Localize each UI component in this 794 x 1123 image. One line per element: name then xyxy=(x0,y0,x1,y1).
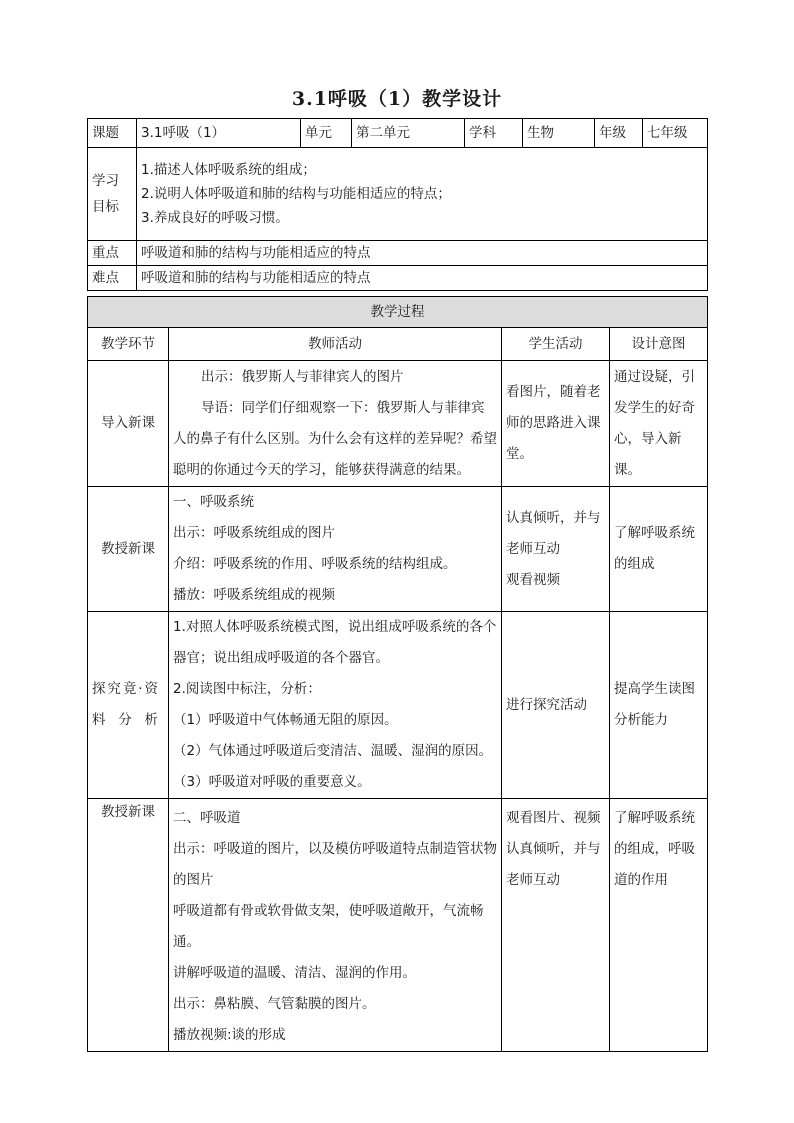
intent-cell: 提高学生读图分析能力 xyxy=(610,612,708,799)
goals-label: 学习目标 xyxy=(88,148,137,241)
difficulty-label: 难点 xyxy=(88,266,137,291)
subject-label: 学科 xyxy=(465,119,523,148)
process-header-row xyxy=(88,328,708,361)
topic-label: 课题 xyxy=(88,119,137,148)
difficulty-row xyxy=(88,266,708,291)
process-banner-row xyxy=(88,297,708,328)
goal-item: 1.描述人体呼吸系统的组成； xyxy=(141,162,316,178)
process-row xyxy=(88,487,708,612)
process-row xyxy=(88,361,708,487)
stage-cell: 导入新课 xyxy=(88,361,169,487)
goals-row xyxy=(88,148,708,241)
grade-value: 七年级 xyxy=(643,119,708,148)
header-student: 学生活动 xyxy=(502,328,610,361)
teacher-cell: 出示：俄罗斯人与菲律宾人的图片 导语：同学们仔细观察一下：俄罗斯人与菲律宾人的鼻子有什么区别。为什么会有这样的差异呢？希望聪明的你通过今天的学习，能够获得满意的结果。 xyxy=(169,361,502,487)
teacher-cell: 二、呼吸道 出示：呼吸道的图片，以及模仿呼吸道特点制造管状物的图片 呼吸道都有骨或软骨做支架，使呼吸道敞开，气流畅通。 讲解呼吸道的温暖、清洁、湿润的作用。 出示：鼻粘膜、气管黏膜的图片。 播放视频:谈的形成 xyxy=(169,799,502,1052)
student-cell: 观看图片、视频 认真倾听，并与老师互动 xyxy=(502,799,610,1052)
process-row xyxy=(88,799,708,1052)
topic-value: 3.1呼吸（1） xyxy=(137,119,301,148)
student-cell: 看图片，随着老师的思路进入课堂。 xyxy=(502,361,610,487)
process-row xyxy=(88,612,708,799)
stage-cell: 探究竟·资料分析 xyxy=(88,612,169,799)
key-point-value: 呼吸道和肺的结构与功能相适应的特点 xyxy=(137,241,708,266)
subject-value: 生物 xyxy=(523,119,595,148)
difficulty-value: 呼吸道和肺的结构与功能相适应的特点 xyxy=(137,266,708,291)
stage-cell: 教授新课 xyxy=(88,799,169,1052)
info-row xyxy=(88,119,708,148)
goal-item: 3.养成良好的呼吸习惯。 xyxy=(141,210,289,226)
info-table xyxy=(87,118,708,291)
goals-list xyxy=(137,148,708,241)
grade-label: 年级 xyxy=(595,119,643,148)
intent-cell: 了解呼吸系统的组成，呼吸道的作用 xyxy=(610,799,708,1052)
key-point-label: 重点 xyxy=(88,241,137,266)
goal-item: 2.说明人体呼吸道和肺的结构与功能相适应的特点； xyxy=(141,186,451,202)
process-table xyxy=(87,296,708,1052)
key-point-row xyxy=(88,241,708,266)
teacher-cell: 一、呼吸系统 出示：呼吸系统组成的图片 介绍：呼吸系统的作用、呼吸系统的结构组成。 播放：呼吸系统组成的视频 xyxy=(169,487,502,612)
student-cell: 认真倾听，并与老师互动 观看视频 xyxy=(502,487,610,612)
intent-cell: 通过设疑，引发学生的好奇心，导入新课。 xyxy=(610,361,708,487)
header-teacher: 教师活动 xyxy=(169,328,502,361)
header-intent: 设计意图 xyxy=(610,328,708,361)
stage-cell: 教授新课 xyxy=(88,487,169,612)
student-cell: 进行探究活动 xyxy=(502,612,610,799)
process-title: 教学过程 xyxy=(88,297,708,328)
intent-cell: 了解呼吸系统的组成 xyxy=(610,487,708,612)
header-stage: 教学环节 xyxy=(88,328,169,361)
unit-label: 单元 xyxy=(301,119,352,148)
unit-value: 第二单元 xyxy=(352,119,465,148)
document-title: 3.1呼吸（1）教学设计 xyxy=(291,88,503,110)
teacher-cell: 1.对照人体呼吸系统模式图，说出组成呼吸系统的各个器官；说出组成呼吸道的各个器官。 2.阅读图中标注，分析： （1）呼吸道中气体畅通无阻的原因。 （2）气体通过呼吸道后变清洁、温暖、湿润的原因。 （3）呼吸道对呼吸的重要意义。 xyxy=(169,612,502,799)
